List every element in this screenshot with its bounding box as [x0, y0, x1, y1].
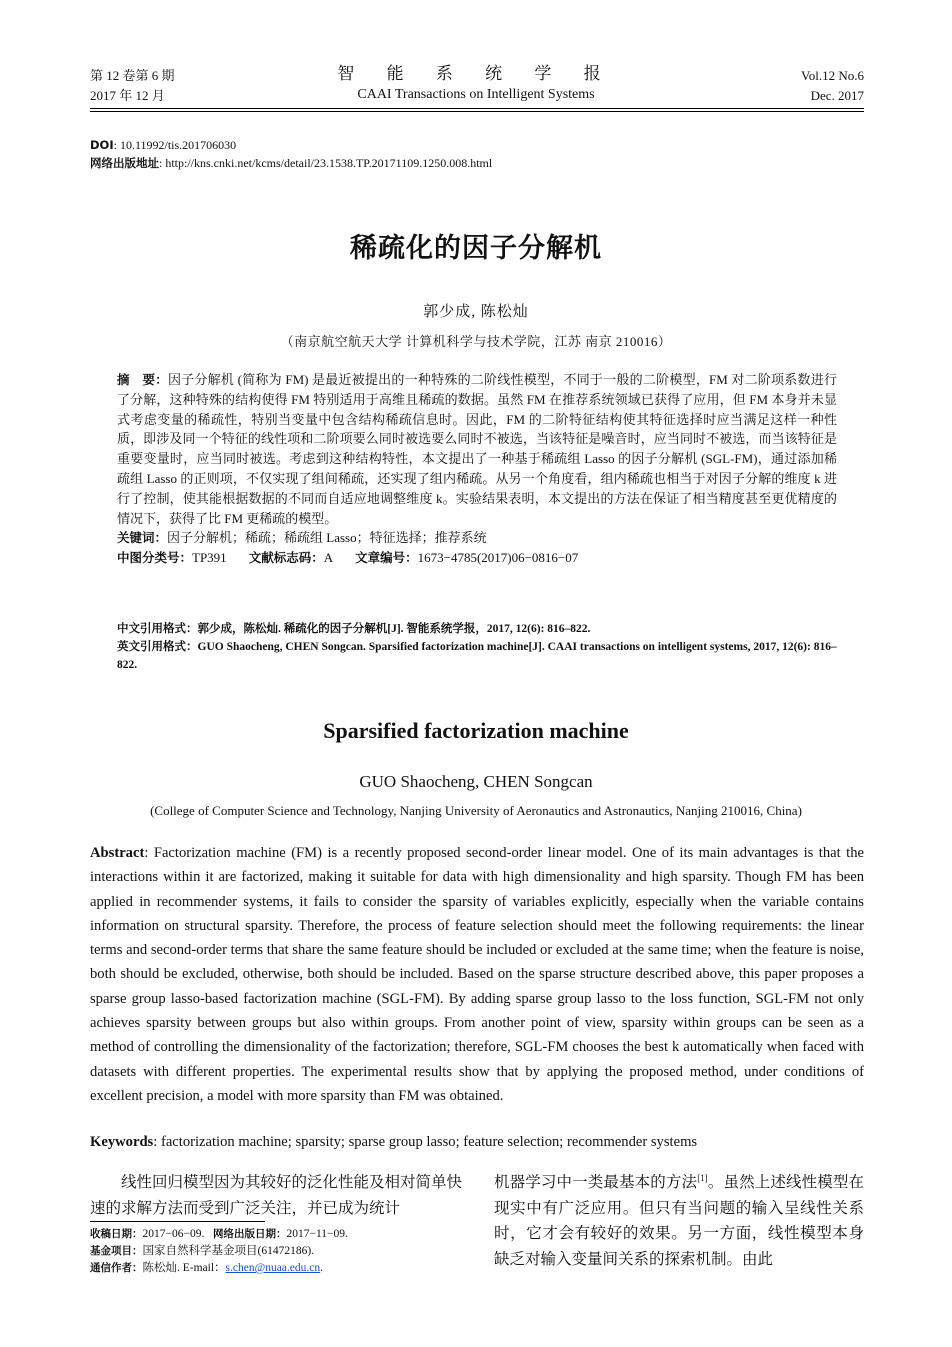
online-label: 网络出版日期：: [212, 1228, 287, 1240]
affiliation-en: (College of Computer Science and Technology, Nanjing University of Aeronautics and Astronautics, Nanjing 210016, China): [150, 803, 802, 818]
doi-value[interactable]: : 10.11992/tis.201706030: [113, 138, 237, 152]
fund-text: 国家自然科学基金项目(61472186).: [142, 1245, 315, 1257]
authors-cn: 郭少成, 陈松灿: [423, 304, 529, 320]
doi-label: DOI: [90, 138, 114, 152]
doi-line: [90, 136, 492, 154]
article-no-value: 1673−4785(2017)06−0816−07: [417, 550, 579, 566]
clc-label: 中图分类号：: [117, 550, 193, 566]
volume-cn: 第 12 卷第 6 期: [90, 68, 175, 83]
citation-cn: 中文引用格式：郭少成，陈松灿. 稀疏化的因子分解机[J]. 智能系统学报，2017, 12(6): 816–822.: [117, 623, 591, 635]
article-meta: [90, 136, 492, 172]
received-date: 2017−06−09.: [142, 1228, 205, 1240]
corr-label: 通信作者：: [90, 1262, 143, 1274]
date-en: Dec. 2017: [810, 88, 864, 103]
footnote-rule: [90, 1221, 265, 1222]
keywords-cn: [117, 528, 837, 548]
body-column-left: [90, 1170, 462, 1221]
keywords-en-text: : factorization machine; sparsity; sparse group lasso; feature selection; recommender systems: [153, 1134, 698, 1150]
body-paragraph-right: [494, 1170, 864, 1272]
abstract-cn-label: 摘 要：: [117, 372, 168, 387]
body-text-right-1: 机器学习中一类最基本的方法: [494, 1174, 698, 1191]
abstract-en: [90, 841, 864, 1108]
url-line: [90, 154, 492, 172]
classification-line: [117, 548, 837, 568]
reference-marker[interactable]: [1]: [697, 1172, 708, 1183]
header-rule: [90, 108, 864, 109]
journal-name-cn: 智 能 系 统 学 报: [337, 64, 615, 83]
footnote: [90, 1226, 462, 1277]
title-en: Sparsified factorization machine: [323, 718, 629, 743]
doc-code-value: A: [323, 550, 334, 566]
email-link[interactable]: s.chen@nuaa.edu.cn: [225, 1262, 321, 1274]
header-right: [801, 66, 864, 106]
abstract-en-text: : Factorization machine (FM) is a recently proposed second-order linear model. One of its main advantages is that the interactions within it are factorized, making it suitable for data with high dimensionality and high sparsity. Though FM has been applied in recommender systems, it fails to consider the sparsity of variables explicitly, especially when the variable contains information on structural sparsity. Therefore, the process of feature selection should meet the following requirements: the linear terms and second-order terms that share the same feature should be included or excluded at the same time; when the feature is noise, both should be excluded, otherwise, both should be included. Based on the sparse structure described above, this paper proposes a sparse group lasso-based factorization machine (SGL-FM). By adding sparse group lasso to the loss function, SGL-FM not only achieves sparsity between groups but also within groups. From another point of view, sparsity within groups can be seen as a method of controlling the dimensionality of the factorization; therefore, SGL-FM chooses the best k automatically when faced with datasets with different properties. The experimental results show that by applying the proposed method, under conditions of excellent precision, a model with more sparsity than FM was obtained.: [90, 845, 864, 1104]
body-paragraph: 线性回归模型因为其较好的泛化性能及相对简单快速的求解方法而受到广泛关注，并已成为统计: [90, 1174, 463, 1217]
email-end: .: [320, 1262, 323, 1274]
citation-block: [117, 620, 837, 674]
citation-en: 英文引用格式：GUO Shaocheng, CHEN Songcan. Sparsified factorization machine[J]. CAAI transactions on intelligent systems, 2017, 12(6): 816–822.: [117, 641, 837, 671]
body-text-right-2: 。虽然上述线性模型在现实中有广泛应用。但只有当问题的输入呈线性关系时，它才会有较好的效果。另一方面，线性模型本身缺乏对输入变量间关系的探索机制。由此: [494, 1174, 864, 1268]
footnote-fund: [90, 1243, 462, 1260]
corr-text: 陈松灿. E-mail：: [142, 1262, 226, 1274]
article-no-label: 文章编号：: [355, 550, 418, 566]
footnote-corr: [90, 1260, 462, 1277]
keywords-en: [90, 1130, 864, 1154]
authors-en: GUO Shaocheng, CHEN Songcan: [359, 772, 593, 791]
url-value[interactable]: : http://kns.cnki.net/kcms/detail/23.1538.TP.20171109.1250.008.html: [159, 156, 493, 170]
doc-code-label: 文献标志码：: [248, 550, 324, 566]
received-label: 收稿日期：: [90, 1228, 143, 1240]
journal-name-en: CAAI Transactions on Intelligent Systems: [357, 87, 595, 102]
footnote-dates: [90, 1226, 462, 1243]
keywords-en-label: Keywords: [90, 1134, 154, 1150]
fund-label: 基金项目：: [90, 1245, 143, 1257]
header-rule-thin: [90, 111, 864, 112]
abstract-cn-body: [117, 370, 837, 528]
volume-en: Vol.12 No.6: [801, 68, 864, 83]
online-date: 2017−11−09.: [286, 1228, 348, 1240]
abstract-en-label: Abstract: [90, 845, 145, 861]
abstract-cn: [117, 370, 837, 568]
url-label: 网络出版地址: [90, 156, 159, 170]
title-cn: 稀疏化的因子分解机: [350, 233, 602, 264]
keywords-cn-label: 关键词：: [117, 530, 168, 546]
affiliation-cn: （南京航空航天大学 计算机科学与技术学院，江苏 南京 210016）: [280, 334, 672, 349]
clc-value: TP391: [192, 550, 227, 566]
keywords-cn-text: 因子分解机；稀疏；稀疏组 Lasso；特征选择；推荐系统: [167, 530, 487, 546]
abstract-cn-text: 因子分解机 (简称为 FM) 是最近被提出的一种特殊的二阶线性模型，不同于一般的二阶模型，FM 对二阶项系数进行了分解，这种特殊的结构使得 FM 特别适用于高维且稀疏的数据。虽然 FM 在推荐系统领域已获得了应用，但 FM 本身并未显式考虑变量的稀疏性，特别当变量中包含结构稀疏信息时。因此，FM 的二阶特征结构使其特征选择时应当满足这样一种性质，即涉及同一个特征的线性项和二阶项要么同时被选要么同时不被选，当该特征是噪音时，应当同时不被选，而当该特征是重要变量时，应当同时被选。考虑到这种结构特性，本文提出了一种基于稀疏组 Lasso 的因子分解机 (SGL-FM)，通过添加稀疏组 Lasso 的正则项，不仅实现了组间稀疏，还实现了组内稀疏。从另一个角度看，组内稀疏也相当于对因子分解的维度 k 进行了控制，使其能根据数据的不同而自适应地调整维度 k。实验结果表明，本文提出的方法在保证了相当精度甚至更优精度的情况下，获得了比 FM 更稀疏的模型。: [117, 372, 837, 526]
body-column-right: [494, 1170, 864, 1272]
date-cn: 2017 年 12 月: [90, 88, 165, 103]
